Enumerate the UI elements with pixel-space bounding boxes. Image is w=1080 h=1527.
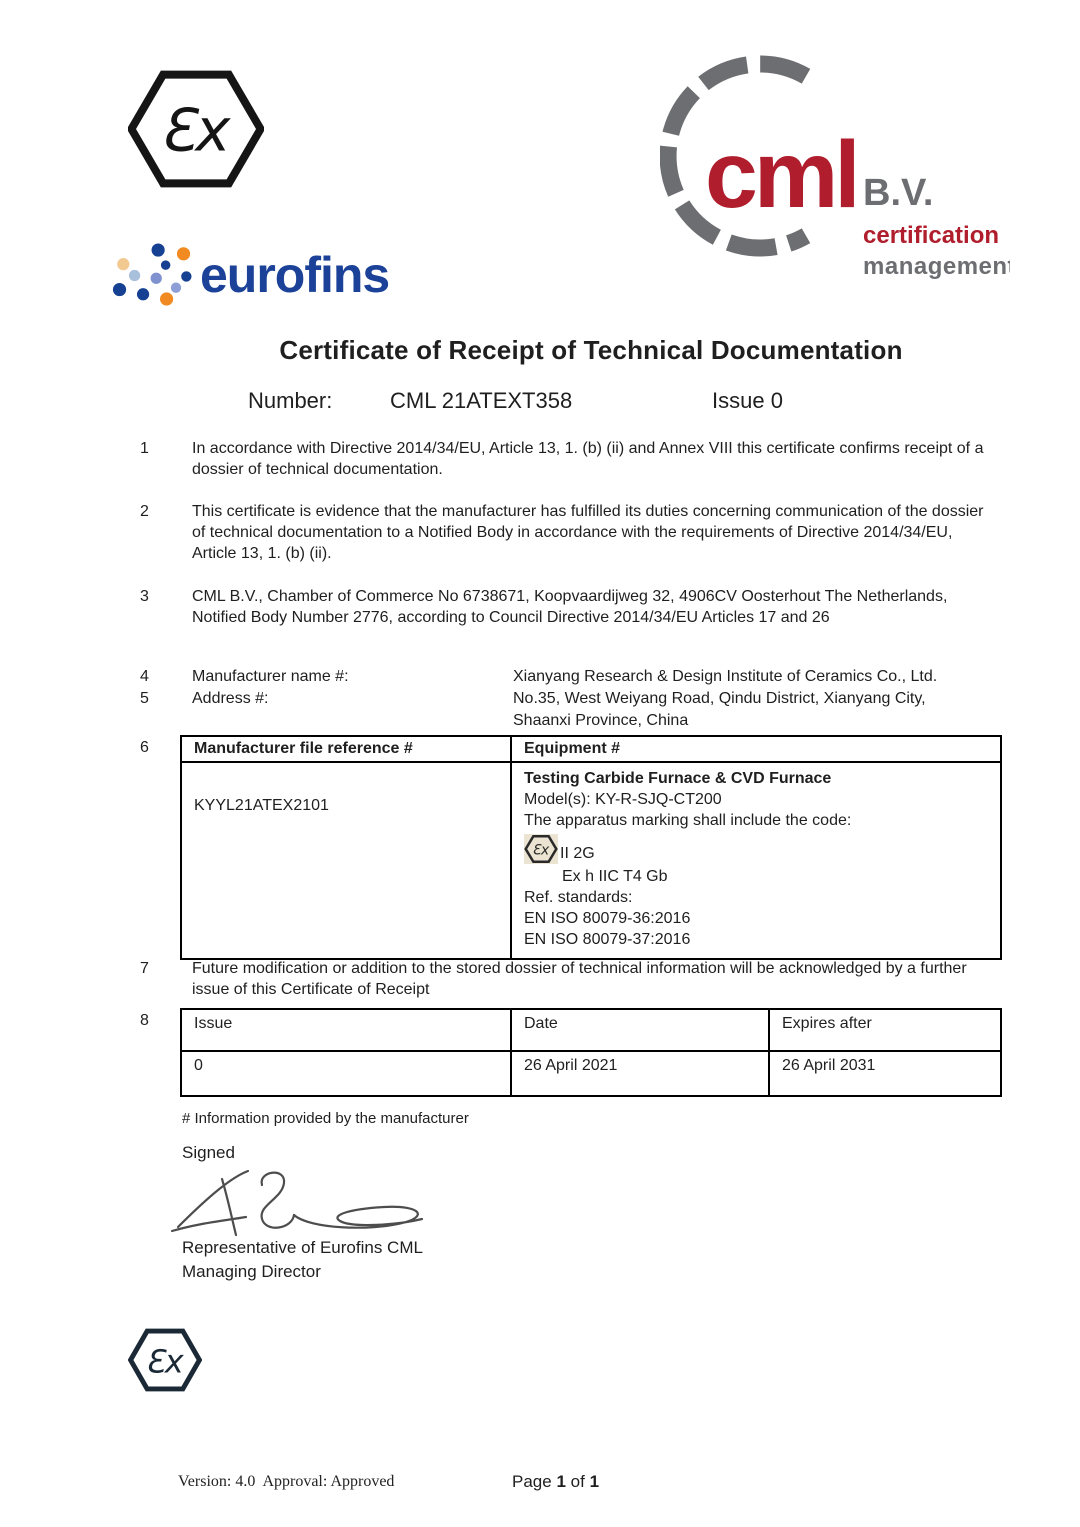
cml-management-text: management — [863, 253, 1010, 280]
clause-text: This certificate is evidence that the manufacturer has fulfilled its duties concerning communication of the dossier of technical documentation to a Notified Body in accordance with the requirements of Directive 2014/34/EU, Article 13, 1. (b) (ii). — [192, 503, 984, 562]
expires-value: 26 April 2031 — [782, 1057, 876, 1074]
managing-director-line: Managing Director — [182, 1262, 321, 1281]
manufacturer-name-value: Xianyang Research & Design Institute of Ceramics Co., Ltd. — [513, 668, 938, 685]
cml-wordmark: cml — [705, 122, 857, 228]
version-approval-line: Version: 4.0 Approval: Approved — [178, 1473, 395, 1490]
expires-header: Expires after — [782, 1015, 872, 1032]
address-label: Address #: — [192, 690, 269, 707]
signed-label: Signed — [182, 1143, 235, 1162]
equipment-table — [180, 735, 1002, 960]
issue-table — [180, 1008, 1002, 1097]
issue-table-header — [182, 1010, 1000, 1052]
cml-logo-icon — [660, 55, 1010, 283]
equipment-models: Model(s): KY-R-SJQ-CT200 — [524, 791, 722, 808]
equipment-header: Equipment # — [524, 740, 621, 757]
svg-text:Ɛx: Ɛx — [532, 842, 550, 859]
ex-hexagon-icon — [128, 70, 264, 188]
clause-number: 1 — [140, 440, 149, 457]
svg-text:Ɛx: Ɛx — [159, 95, 231, 165]
cml-certification-text: certification — [863, 222, 1000, 249]
issue-header: Issue — [182, 1010, 512, 1050]
atex-ex-logo-top — [128, 70, 264, 193]
clause-number: 2 — [140, 503, 149, 520]
clause-text: In accordance with Directive 2014/34/EU, Article 13, 1. (b) (ii) and Annex VIII this certificate confirms receipt of a dossier of technical documentation. — [192, 440, 984, 478]
representative-line: Representative of Eurofins CML — [182, 1238, 423, 1257]
issue-table-row — [182, 1052, 1000, 1095]
cml-bv-logo — [660, 55, 1010, 288]
equipment-title: Testing Carbide Furnace & CVD Furnace — [524, 770, 832, 787]
page-prefix: Page — [512, 1472, 552, 1491]
svg-text:Ɛx: Ɛx — [145, 1342, 184, 1381]
page-number: 1 — [556, 1472, 566, 1491]
eurofins-wordmark: eurofins — [200, 247, 390, 303]
page-indicator — [512, 1472, 599, 1492]
marking-code-group: II 2G — [560, 845, 595, 862]
ex-hexagon-icon — [128, 1328, 202, 1392]
clause-text: Future modification or addition to the stored dossier of technical information will be acknowledged by a further issue of this Certificate of Receipt — [192, 960, 967, 998]
manufacturer-name-label: Manufacturer name #: — [192, 668, 349, 685]
marking-code-detail: Ex h IIC T4 Gb — [562, 868, 668, 885]
page-total: 1 — [589, 1472, 600, 1491]
cml-bv-text: B.V. — [863, 172, 934, 214]
date-value: 26 April 2021 — [512, 1052, 770, 1095]
eurofins-logo — [112, 238, 389, 312]
signature-icon — [170, 1165, 440, 1243]
row-number: 4 — [140, 668, 149, 685]
address-value-line1: No.35, West Weiyang Road, Qindu District, Xianyang City, — [513, 690, 926, 707]
manufacturer-info-note: # Information provided by the manufacturer — [182, 1110, 469, 1127]
ex-hexagon-badge — [524, 834, 558, 864]
certificate-number: CML 21ATEXT358 — [390, 388, 573, 413]
ref-standards-label: Ref. standards: — [524, 889, 633, 906]
row-number-8: 8 — [140, 1012, 149, 1029]
certificate-title: Certificate of Receipt of Technical Documentation — [279, 335, 903, 365]
eurofins-dots-icon — [112, 238, 192, 312]
equipment-table-header — [182, 737, 1000, 763]
row-number: 5 — [140, 690, 149, 707]
certificate-number-line — [0, 388, 1080, 418]
standard-line: EN ISO 80079-37:2016 — [524, 931, 691, 948]
address-value-line2: Shaanxi Province, China — [513, 712, 689, 729]
marking-code-row — [524, 832, 988, 864]
clause-text: CML B.V., Chamber of Commerce No 6738671, Koopvaardijweg 32, 4906CV Oosterhout The Netherlands, Notified Body Number 2776, according to Council Directive 2014/34/EU Articles 17 and 26 — [192, 588, 948, 626]
file-reference-value: KYYL21ATEX2101 — [182, 763, 512, 958]
marking-instruction: The apparatus marking shall include the code: — [524, 812, 852, 829]
number-label: Number: — [248, 388, 333, 413]
ex-hexagon-icon — [524, 834, 558, 864]
atex-ex-logo-bottom — [128, 1328, 202, 1397]
equipment-details — [512, 763, 1000, 958]
row-number-6: 6 — [140, 739, 149, 756]
clause-number: 3 — [140, 588, 149, 605]
equipment-table-body — [182, 763, 1000, 958]
file-reference-header: Manufacturer file reference # — [182, 737, 512, 761]
page-of: of — [570, 1472, 585, 1491]
issue-number: Issue 0 — [712, 388, 783, 413]
issue-value: 0 — [182, 1052, 512, 1095]
standard-line: EN ISO 80079-36:2016 — [524, 910, 691, 927]
date-header: Date — [512, 1010, 770, 1050]
clause-number: 7 — [140, 960, 149, 977]
